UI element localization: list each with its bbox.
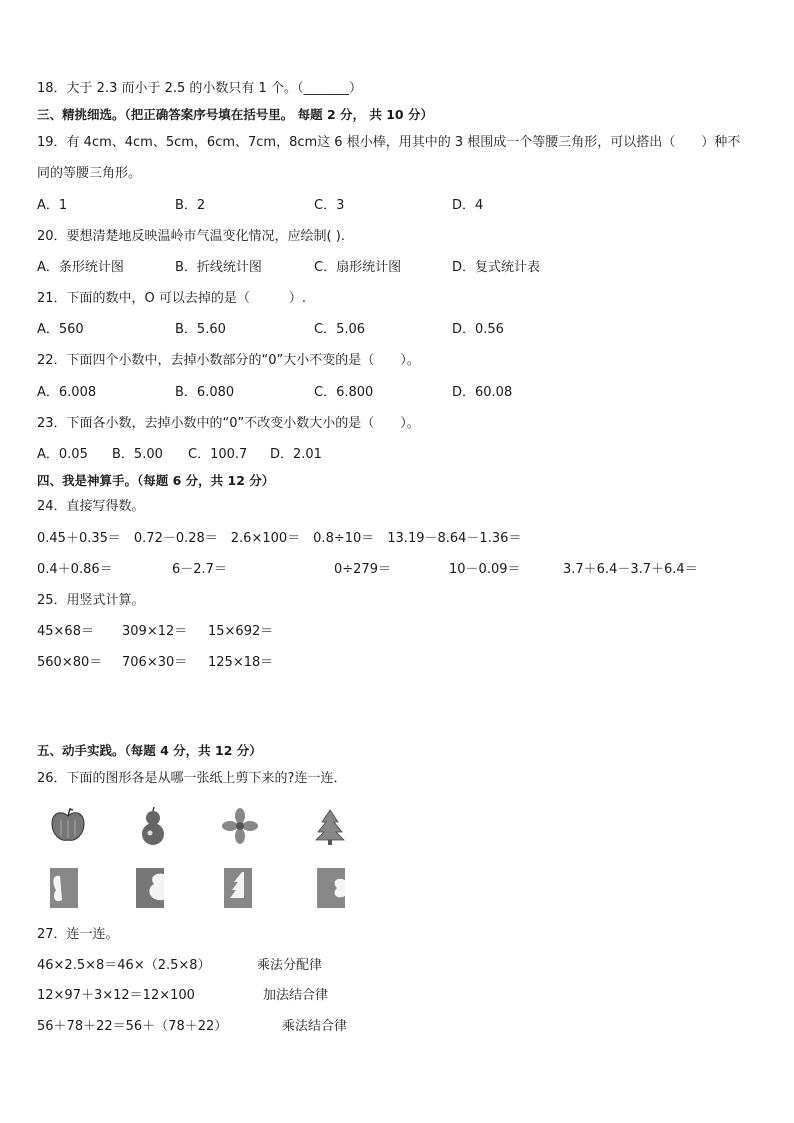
- q25-item-1: 45×68＝: [37, 624, 94, 639]
- question-19-line1: 19．有 4cm、4cm、5cm，6cm、7cm，8cm这 6 根小棒，用其中的 3 根围成一个等腰三角形，可以搭出（ ）种不: [37, 135, 741, 150]
- q27-expression-2: 12×97＋3×12＝12×100: [37, 988, 195, 1003]
- question-23: 23．下面各小数，去掉小数中的“0”不改变小数大小的是（ ）。: [37, 416, 420, 431]
- gourd-icon: [133, 806, 173, 846]
- q20-option-d: D．复式统计表: [452, 260, 541, 275]
- q24-item-10: 3.7＋6.4－3.7＋6.4＝: [563, 562, 698, 577]
- q22-option-a: A．6.008: [37, 385, 97, 400]
- q22-option-d: D．60.08: [452, 385, 513, 400]
- flower-icon: [220, 806, 260, 846]
- q25-item-6: 125×18＝: [208, 655, 274, 670]
- q25-item-5: 706×30＝: [122, 655, 188, 670]
- q27-law-3: 乘法结合律: [282, 1019, 348, 1034]
- q21-option-d: D．0.56: [452, 322, 504, 337]
- paper-cutout-2: [134, 866, 168, 910]
- question-27: 27．连一连。: [37, 927, 119, 942]
- q24-item-6: 0.4＋0.86＝: [37, 562, 113, 577]
- q19-option-d: D．4: [452, 198, 484, 213]
- section-5-heading: 五、动手实践。（每题 4 分，共 12 分）: [37, 743, 262, 758]
- q23-option-c: C．100.7: [188, 447, 248, 462]
- q25-item-3: 15×692＝: [208, 624, 274, 639]
- question-26: 26．下面的图形各是从哪一张纸上剪下来的?连一连．: [37, 771, 347, 786]
- q24-item-9: 10－0.09＝: [449, 562, 521, 577]
- q25-item-2: 309×12＝: [122, 624, 188, 639]
- q27-law-2: 加法结合律: [263, 988, 329, 1003]
- question-19-line2: 同的等腰三角形。: [37, 166, 142, 181]
- question-18: 18．大于 2.3 而小于 2.5 的小数只有 1 个。（_______）: [37, 81, 362, 96]
- q20-option-a: A．条形统计图: [37, 260, 124, 275]
- q19-option-b: B．2: [175, 198, 206, 213]
- q23-option-d: D．2.01: [270, 447, 322, 462]
- tree-icon: [310, 806, 350, 846]
- q24-item-7: 6－2.7＝: [172, 562, 227, 577]
- q22-option-b: B．6.080: [175, 385, 235, 400]
- q22-option-c: C．6.800: [314, 385, 374, 400]
- paper-cutout-1: [48, 866, 82, 910]
- q20-option-c: C．扇形统计图: [314, 260, 402, 275]
- section-3-heading: 三、精挑细选。（把正确答案序号填在括号里。 每题 2 分， 共 10 分）: [37, 107, 433, 122]
- question-22: 22．下面四个小数中，去掉小数部分的“0”大小不变的是（ ）。: [37, 353, 420, 368]
- question-25: 25．用竖式计算。: [37, 593, 145, 608]
- q27-expression-3: 56＋78＋22＝56＋（78＋22）: [37, 1019, 228, 1034]
- question-21: 21．下面的数中，O 可以去掉的是（ ）.: [37, 291, 307, 306]
- question-20: 20．要想清楚地反映温岭市气温变化情况，应绘制( ).: [37, 229, 345, 244]
- paper-cutout-3: [222, 866, 256, 910]
- section-4-heading: 四、我是神算手。（每题 6 分，共 12 分）: [37, 473, 275, 488]
- q25-item-4: 560×80＝: [37, 655, 103, 670]
- q21-option-a: A．560: [37, 322, 84, 337]
- q19-option-a: A．1: [37, 198, 68, 213]
- q21-option-b: B．5.60: [175, 322, 226, 337]
- q27-expression-1: 46×2.5×8＝46×（2.5×8）: [37, 958, 211, 973]
- q24-item-8: 0÷279＝: [334, 562, 391, 577]
- question-24: 24．直接写得数。: [37, 499, 145, 514]
- q19-option-c: C．3: [314, 198, 345, 213]
- q24-row-1: 0.45＋0.35＝ 0.72－0.28＝ 2.6×100＝ 0.8÷10＝ 13.19－8.64－1.36＝: [37, 531, 522, 546]
- paper-cutout-4: [315, 866, 349, 910]
- q23-option-b: B．5.00: [112, 447, 163, 462]
- apple-icon: [48, 806, 88, 846]
- q21-option-c: C．5.06: [314, 322, 366, 337]
- q20-option-b: B．折线统计图: [175, 260, 262, 275]
- q23-option-a: A．0.05: [37, 447, 88, 462]
- q27-law-1: 乘法分配律: [257, 958, 323, 973]
